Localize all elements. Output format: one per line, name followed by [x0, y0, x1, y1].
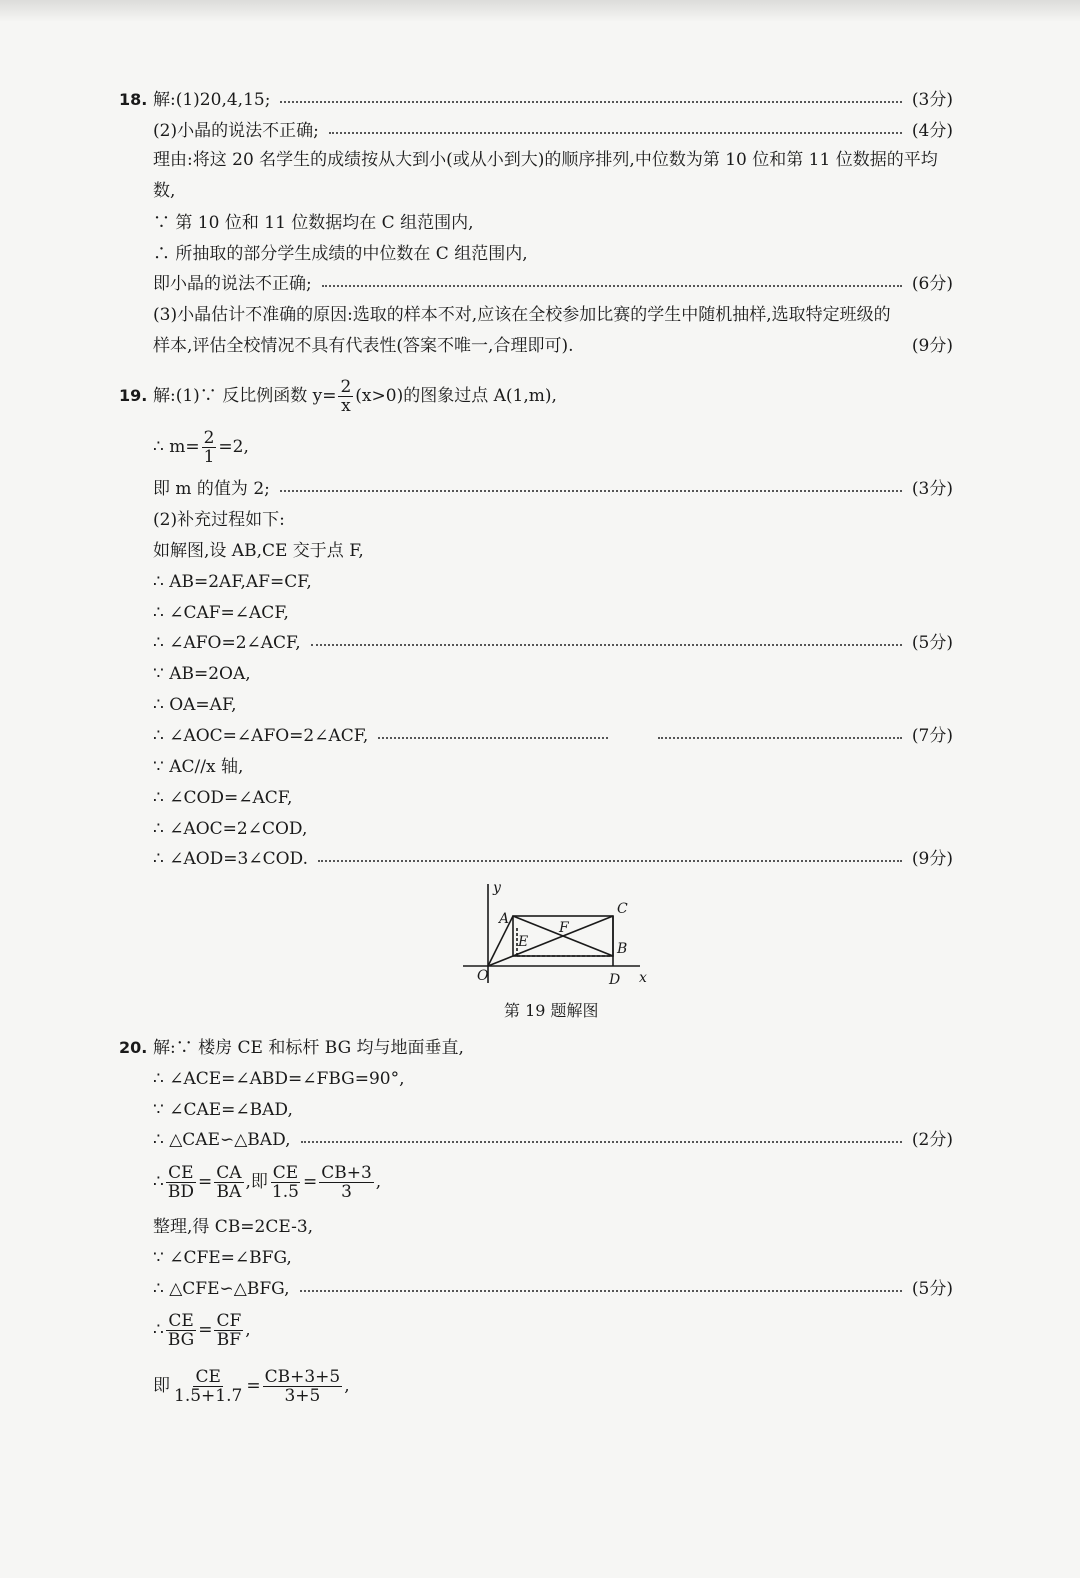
q19-text: ∴ ∠AOD=3∠COD. [153, 849, 308, 869]
numerator: 2 [340, 376, 352, 397]
fraction [214, 1164, 243, 1201]
fraction [166, 1312, 196, 1349]
q20-text: ∴ △CFE∽△BFG, [153, 1279, 290, 1299]
fraction [319, 1164, 374, 1201]
q20-text: ∴ [153, 1172, 164, 1192]
q19-text: ∴ ∠AFO=2∠ACF, [153, 633, 301, 653]
q19-line-13: ∴ ∠COD=∠ACF, [153, 788, 293, 808]
leader-dots [378, 737, 608, 739]
q19-text: 解:(1)∵ 反比例函数 y= [153, 386, 337, 406]
q20-text: ∴ △CAE∽△BAD, [153, 1130, 291, 1150]
denominator: BF [216, 1329, 242, 1350]
q20-text: , [375, 1172, 382, 1192]
page-top-edge [0, 0, 1080, 22]
label-e: E [518, 934, 529, 950]
numerator: CE [272, 1162, 299, 1183]
score: (9分) [911, 336, 953, 356]
label-b: B [617, 941, 628, 957]
q20-line-7: ∵ ∠CFE=∠BFG, [153, 1248, 292, 1268]
leader-dots [311, 644, 902, 646]
label-y: y [493, 880, 501, 896]
q20-text: 解:∵ 楼房 CE 和标杆 BG 均与地面垂直, [153, 1038, 464, 1058]
denominator: BG [167, 1329, 195, 1350]
q19-line-9: ∵ AB=2OA, [153, 664, 251, 684]
fraction [270, 1164, 301, 1201]
score: (3分) [911, 90, 953, 110]
q18-number: 18. [119, 90, 148, 109]
numerator: CA [216, 1162, 242, 1183]
denominator: 1.5 [271, 1181, 299, 1202]
denominator: BD [167, 1181, 194, 1202]
score: (6分) [911, 274, 953, 294]
q18-reason: 理由:将这 20 名学生的成绩按从大到小(或从小到大)的顺序排列,中位数为第 10 位和第 11 位数据的平均数, [153, 150, 938, 201]
numerator: CE [195, 1366, 221, 1387]
leader-dots [301, 1141, 902, 1143]
q19-line-11 [153, 724, 953, 748]
q19-line-8 [153, 631, 953, 655]
q20-text: ,即 [245, 1172, 268, 1192]
q18-line-5: ∴ 所抽取的部分学生成绩的中位数在 C 组范围内, [153, 244, 528, 264]
q20-line-1 [119, 1036, 953, 1060]
q18-part3-score-row [153, 334, 953, 358]
q20-text: ∴ [153, 1320, 164, 1340]
leader-dots [280, 101, 901, 103]
q19-line-2 [153, 427, 953, 467]
leader-dots [280, 490, 902, 492]
q19-text: (x>0)的图象过点 A(1,m), [355, 386, 557, 406]
q18-line-1 [119, 88, 953, 112]
leader-dots [300, 1290, 902, 1292]
score: (2分) [911, 1130, 953, 1150]
q20-line-4 [153, 1128, 953, 1152]
q19-text: ∴ m= [153, 437, 200, 457]
fraction [338, 378, 353, 415]
label-f: F [559, 920, 569, 936]
q18-answer-6: 即小晶的说法不正确; [153, 274, 312, 294]
q20-line-3: ∵ ∠CAE=∠BAD, [153, 1100, 293, 1120]
numerator: CF [216, 1310, 242, 1331]
leader-dots [322, 285, 902, 287]
numerator: CB+3 [321, 1162, 372, 1183]
q18-answer-1: 解:(1)20,4,15; [153, 90, 271, 110]
fraction [214, 1312, 243, 1349]
q19-line-10: ∴ OA=AF, [153, 695, 237, 715]
score: (4分) [911, 121, 953, 141]
label-x: x [639, 970, 647, 986]
leader-dots [658, 737, 902, 739]
q19-line-14: ∴ ∠AOC=2∠COD, [153, 819, 308, 839]
score: (3分) [911, 479, 953, 499]
q20-line-6: 整理,得 CB=2CE-3, [153, 1217, 314, 1237]
q20-text: , [245, 1320, 251, 1340]
q20-line-8 [153, 1277, 953, 1301]
label-a: A [499, 911, 510, 927]
score: (7分) [911, 726, 953, 746]
q18-part3: (3)小晶估计不准确的原因:选取的样本不对,应该在全校参加比赛的学生中随机抽样,选取特定班级的样本,评估全校情况不具有代表性(答案不唯一,合理即可). [153, 305, 891, 356]
q20-number: 20. [119, 1038, 148, 1057]
label-o: O [477, 968, 489, 984]
fraction [166, 1164, 196, 1201]
fraction [172, 1368, 244, 1405]
denominator: 1.5+1.7 [174, 1385, 243, 1406]
score: (5分) [911, 1279, 953, 1299]
q18-answer-2: (2)小晶的说法不正确; [153, 121, 319, 141]
score: (5分) [911, 633, 953, 653]
q19-line-4: (2)补充过程如下: [153, 510, 285, 530]
q19-line-5: 如解图,设 AB,CE 交于点 F, [153, 541, 364, 561]
fraction [202, 429, 217, 466]
label-d: D [609, 972, 621, 988]
leader-dots [329, 132, 902, 134]
q20-line-9: ∴ $\frac{CE}{BG}$ = $\frac{CF}{BF}$ , [153, 1310, 251, 1350]
fraction [263, 1368, 343, 1405]
q20-text: 即 [153, 1376, 170, 1396]
q19-number: 19. [119, 386, 148, 405]
denominator: BA [216, 1181, 242, 1202]
denominator: 1 [203, 446, 215, 467]
numerator: CE [168, 1310, 194, 1331]
q19-figure [455, 878, 665, 988]
denominator: x [341, 395, 351, 416]
numerator: 2 [203, 427, 215, 448]
q20-line-10: 即 $\frac{CE}{1.5+1.7}$ = $\frac{CB+3+5}{3+5}$ , [153, 1366, 350, 1406]
q18-line-4: ∵ 第 10 位和 11 位数据均在 C 组范围内, [153, 213, 474, 233]
figure-caption: 第 19 题解图 [504, 1001, 599, 1020]
label-c: C [617, 901, 628, 917]
numerator: CB+3+5 [264, 1366, 341, 1387]
q20-text: , [344, 1376, 350, 1396]
q19-line-12: ∵ AC//x 轴, [153, 757, 244, 777]
q20-line-2: ∴ ∠ACE=∠ABD=∠FBG=90°, [153, 1069, 405, 1089]
q19-text: ∴ ∠AOC=∠AFO=2∠ACF, [153, 726, 369, 746]
q19-line-1 [119, 376, 953, 416]
q18-line-2 [153, 119, 953, 143]
q18-line-6 [153, 272, 953, 296]
q19-line-3 [153, 477, 953, 501]
q19-line-6: ∴ AB=2AF,AF=CF, [153, 572, 312, 592]
leader-dots [318, 860, 902, 862]
q19-text: 即 m 的值为 2; [153, 479, 270, 499]
q19-text: =2, [218, 437, 249, 457]
q19-line-7: ∴ ∠CAF=∠ACF, [153, 603, 289, 623]
numerator: CE [168, 1162, 194, 1183]
q20-line-5: ∴ $\frac{CE}{BD}$ = $\frac{CA}{BA}$ ,即 $\frac{CE}{1.5}$ = $\frac{CB+3}{3}$ , [153, 1162, 382, 1202]
q19-line-15 [153, 847, 953, 871]
score: (9分) [911, 849, 953, 869]
denominator: 3 [341, 1181, 352, 1202]
denominator: 3+5 [284, 1385, 321, 1406]
